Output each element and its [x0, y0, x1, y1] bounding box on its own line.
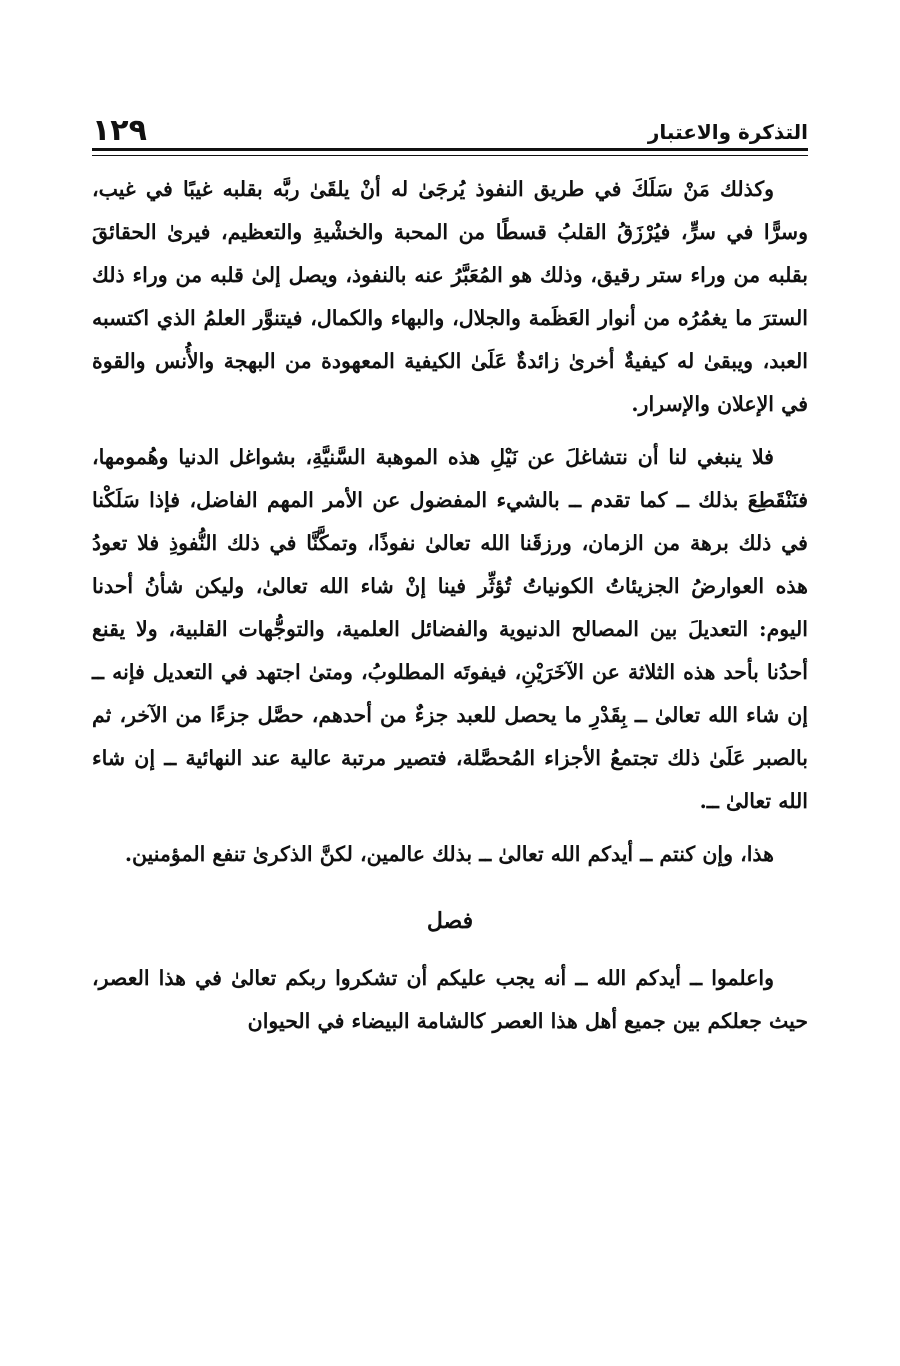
page-body — [92, 168, 808, 1053]
page-number: ١٢٩ — [92, 113, 147, 148]
paragraph: وكذلك مَنْ سَلَكَ في طريق النفوذ يُرجَىٰ له أنْ يلقَىٰ ربَّه بقلبه غيبًا في غيب، وسرًّا في سرٍّ، فيُرْزَقُ القلبُ قسطًا من المحبة والخشْيةِ والتعظيم، فيرىٰ الحقائقَ بقلبه من وراء ستر رقيق، وذلك هو المُعَبَّرُ عنه بالنفوذ، ويصل إلىٰ قلبه من وراء ذلك السترَ ما يغمُرُه من أنوار العَظَمة والجلال، والبهاء والكمال، فيتنوَّر العلمُ الذي اكتسبه العبد، ويبقىٰ له كيفيةٌ أخرىٰ زائدةٌ عَلَىٰ الكيفية المعهودة من البهجة والأُنس والقوة في الإعلان والإسرار. — [92, 177, 808, 416]
section-paragraph: واعلموا ــ أيدكم الله ــ أنه يجب عليكم أن تشكروا ربكم تعالىٰ في هذا العصر، حيث جعلكم بين جميع أهل هذا العصر كالشامة البيضاء في الحيوان — [92, 966, 808, 1033]
running-title: التذكرة والاعتبار — [647, 120, 808, 144]
paragraph: هذا، وإن كنتم ــ أيدكم الله تعالىٰ ــ بذلك عالمين، لكنَّ الذكرىٰ تنفع المؤمنين. — [124, 842, 774, 866]
section-title: فصل — [426, 908, 474, 934]
paragraph: فلا ينبغي لنا أن نتشاغلَ عن نَيْلِ هذه الموهبة السَّنيَّةِ، بشواغل الدنيا وهُمومها، فنَنْقَطِعَ بذلك ــ كما تقدم ــ بالشيء المفضول عن الأمر المهم الفاضل، فإذا سَلَكْنا في ذلك برهة من الزمان، ورزقَنا الله تعالىٰ نفوذًا، وتمكَّنَّا في ذلك النُّفوذِ فلا تعودُ هذه العوارضُ الجزيئاتُ الكونياتُ تُؤثِّر فينا إنْ شاء الله تعالىٰ، وليكن شأنُ أحدنا اليوم: التعديلَ بين المصالح الدنيوية والفضائل العلمية، والتوجُّهات القلبية، ولا يقنع أحدُنا بأحد هذه الثلاثة عن الآخَرَيْنِ، فيفوتَه المطلوبُ، ومتىٰ اجتهد في التعديل فإنه ــ إن شاء الله تعالىٰ ــ بِقَدْرِ ما يحصل للعبد جزءٌ من أحدهم، حصَّل جزءًا من الآخر، ثم بالصبر عَلَىٰ ذلك تجتمعُ الأجزاء المُحصَّلة، فتصير مرتبة عالية عند النهائية ــ إن شاء الله تعالىٰ ــ. — [92, 445, 808, 813]
page-header — [92, 104, 808, 151]
